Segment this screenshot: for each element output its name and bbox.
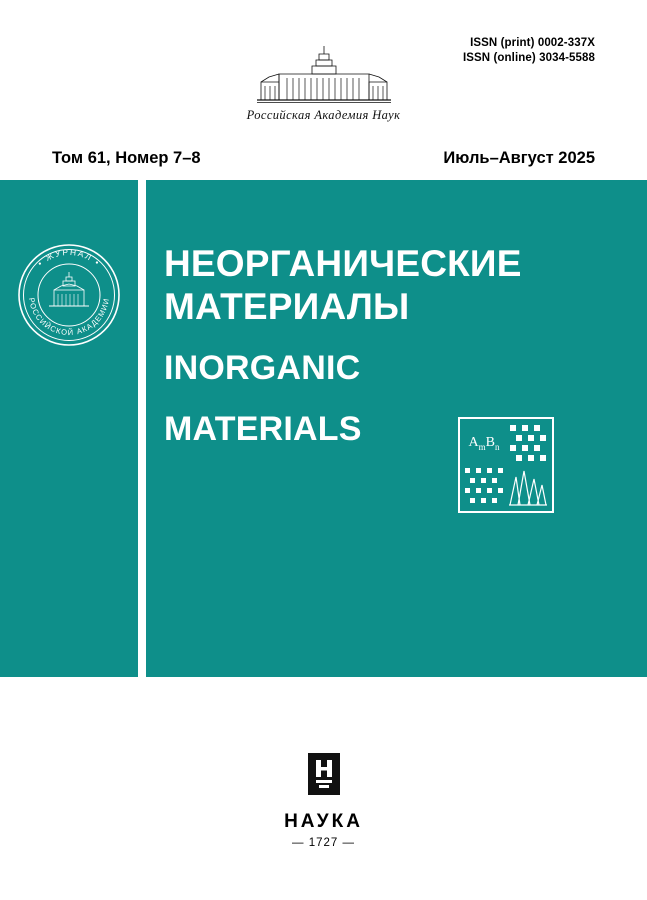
issue-volume: Том 61, Номер 7–8: [52, 148, 201, 167]
publisher-block: [0, 752, 647, 849]
ras-emblem: [0, 44, 647, 123]
formula-label: $A_mB_n$: [468, 435, 500, 452]
title-ru-line1: НЕОРГАНИЧЕСКИЕ: [164, 243, 522, 284]
panel-divider: [138, 180, 146, 677]
wave-plot-quadrant: [506, 465, 550, 509]
title-en-line2: MATERIALS: [164, 410, 362, 448]
title-en-line1: INORGANIC: [164, 349, 361, 387]
svg-text:• ЖУРНАЛ •: • ЖУРНАЛ •: [35, 246, 103, 269]
formula-label-quadrant: [462, 421, 506, 465]
lattice-grid-quadrant: [462, 465, 506, 509]
issue-date: Июль–Август 2025: [443, 148, 595, 167]
ras-caption: Российская Академия Наук: [246, 108, 401, 122]
crystal-structure-icon: [458, 417, 554, 513]
lattice-dots-quadrant: [506, 421, 550, 465]
title-ru-line2: МАТЕРИАЛЫ: [164, 286, 410, 327]
ras-building-icon: [249, 44, 399, 106]
publisher-name: НАУКА: [284, 811, 363, 832]
svg-text:РОССИЙСКОЙ АКАДЕМИИ: РОССИЙСКОЙ АКАДЕМИИ: [27, 296, 111, 338]
issn-online: ISSN (online) 3034-5588: [462, 52, 595, 64]
cover-panel: [0, 180, 647, 677]
publisher-year: — 1727 —: [292, 837, 355, 849]
journal-seal: [16, 242, 122, 348]
nauka-logo-icon: [307, 752, 341, 801]
issue-line: [0, 146, 647, 170]
issn-print: ISSN (print) 0002-337X: [470, 37, 595, 49]
